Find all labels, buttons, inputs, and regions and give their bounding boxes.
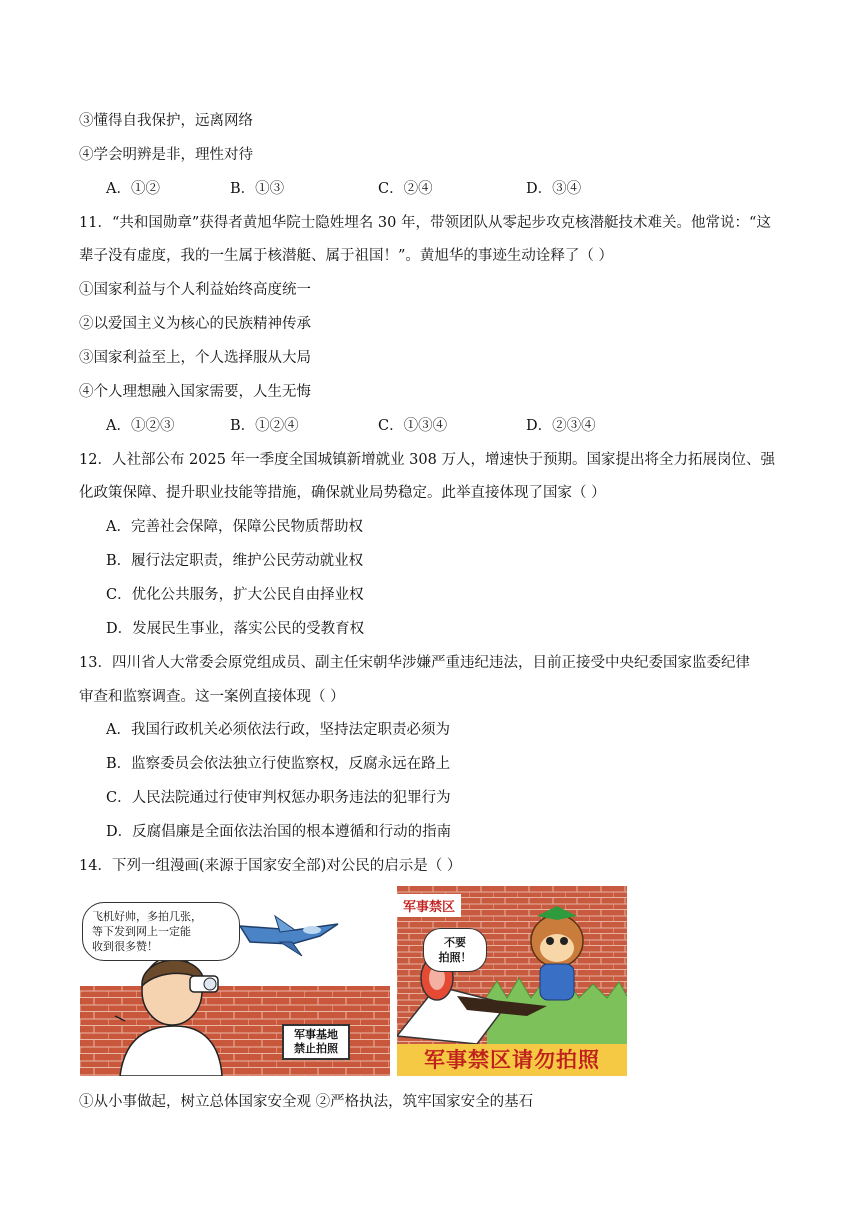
military-base-sign	[282, 1024, 350, 1060]
q13-stem-line1: 13．四川省人大常委会原党组成员、副主任宋朝华涉嫌严重违纪违法，目前正接受中央纪委国家监委纪律	[79, 655, 750, 671]
restricted-zone-sign: 军事禁区	[397, 894, 461, 917]
q10-item-4: ④学会明辨是非，理性对待	[79, 147, 253, 163]
q12-option-b[interactable]: B．履行法定职责，维护公民劳动就业权	[106, 553, 364, 569]
q13-option-d[interactable]: D．反腐倡廉是全面依法治国的根本遵循和行动的指南	[106, 824, 452, 840]
q10-option-d[interactable]: D．③④	[526, 181, 582, 197]
q11-item-4: ④个人理想融入国家需要，人生无悔	[79, 384, 311, 400]
q13-option-b[interactable]: B．监察委员会依法独立行使监察权，反腐永远在路上	[106, 756, 451, 772]
sign-line-2: 禁止拍照	[294, 1042, 338, 1055]
q12-stem-line1: 12．人社部公布 2025 年一季度全国城镇新增就业 308 万人，增速快于预期。国家提出将全力拓展岗位、强	[79, 452, 775, 468]
comic-right	[397, 886, 627, 1076]
fighter-jet-icon	[240, 916, 338, 956]
q10-option-a[interactable]: A．①②	[106, 181, 160, 197]
q11-option-b[interactable]: B．①②④	[230, 418, 299, 434]
q11-stem-line2: 辈子没有虚度，我的一生属于核潜艇、属于祖国！”。黄旭华的事迹生动诠释了（ ）	[79, 248, 614, 264]
q11-item-2: ②以爱国主义为核心的民族精神传承	[79, 316, 311, 332]
comic-right-speech-bubble	[423, 928, 487, 972]
q10-option-b[interactable]: B．①③	[230, 181, 285, 197]
bubble-line-1: 不要	[444, 936, 466, 949]
q11-stem-line1: 11．“共和国勋章”获得者黄旭华院士隐姓埋名 30 年，带领团队从零起步攻克核潜艇技术难关。他常说：“这	[79, 215, 771, 231]
q11-item-1: ①国家利益与个人利益始终高度统一	[79, 282, 311, 298]
q13-stem-line2: 审查和监察调查。这一案例直接体现（ ）	[79, 689, 345, 705]
q12-stem-line2: 化政策保障、提升职业技能等措施，确保就业局势稳定。此举直接体现了国家（ ）	[79, 485, 606, 501]
comic-left	[80, 886, 390, 1076]
q12-option-d[interactable]: D．发展民生事业，落实公民的受教育权	[106, 621, 365, 637]
sign-line-1: 军事基地	[294, 1028, 338, 1041]
q10-option-c[interactable]: C．②④	[378, 181, 433, 197]
q12-option-c[interactable]: C．优化公共服务，扩大公民自由择业权	[106, 587, 364, 603]
q11-option-a[interactable]: A．①②③	[106, 418, 175, 434]
q13-option-a[interactable]: A．我国行政机关必须依法行政，坚持法定职责必须为	[106, 722, 450, 738]
q11-option-c[interactable]: C．①③④	[378, 418, 448, 434]
no-photo-banner: 军事禁区请勿拍照	[397, 1044, 627, 1076]
q14-stem: 14．下列一组漫画(来源于国家安全部)对公民的启示是（ ）	[79, 858, 462, 874]
q10-item-3: ③懂得自我保护，远离网络	[79, 113, 253, 129]
bubble-line-2: 拍照！	[438, 951, 472, 964]
q11-item-3: ③国家利益至上，个人选择服从大局	[79, 350, 311, 366]
q11-option-d[interactable]: D．②③④	[526, 418, 596, 434]
bubble-line-2: 等下发到网上一定能	[92, 925, 191, 938]
q12-option-a[interactable]: A．完善社会保障，保障公民物质帮助权	[106, 519, 363, 535]
q13-option-c[interactable]: C．人民法院通过行使审判权惩办职务违法的犯罪行为	[106, 790, 451, 806]
bubble-line-1: 飞机好帅，多拍几张，	[92, 910, 202, 923]
bubble-line-3: 收到很多赞！	[92, 940, 158, 953]
q14-items: ①从小事做起，树立总体国家安全观 ②严格执法，筑牢国家安全的基石	[79, 1094, 534, 1110]
comic-left-speech-bubble	[82, 902, 240, 961]
